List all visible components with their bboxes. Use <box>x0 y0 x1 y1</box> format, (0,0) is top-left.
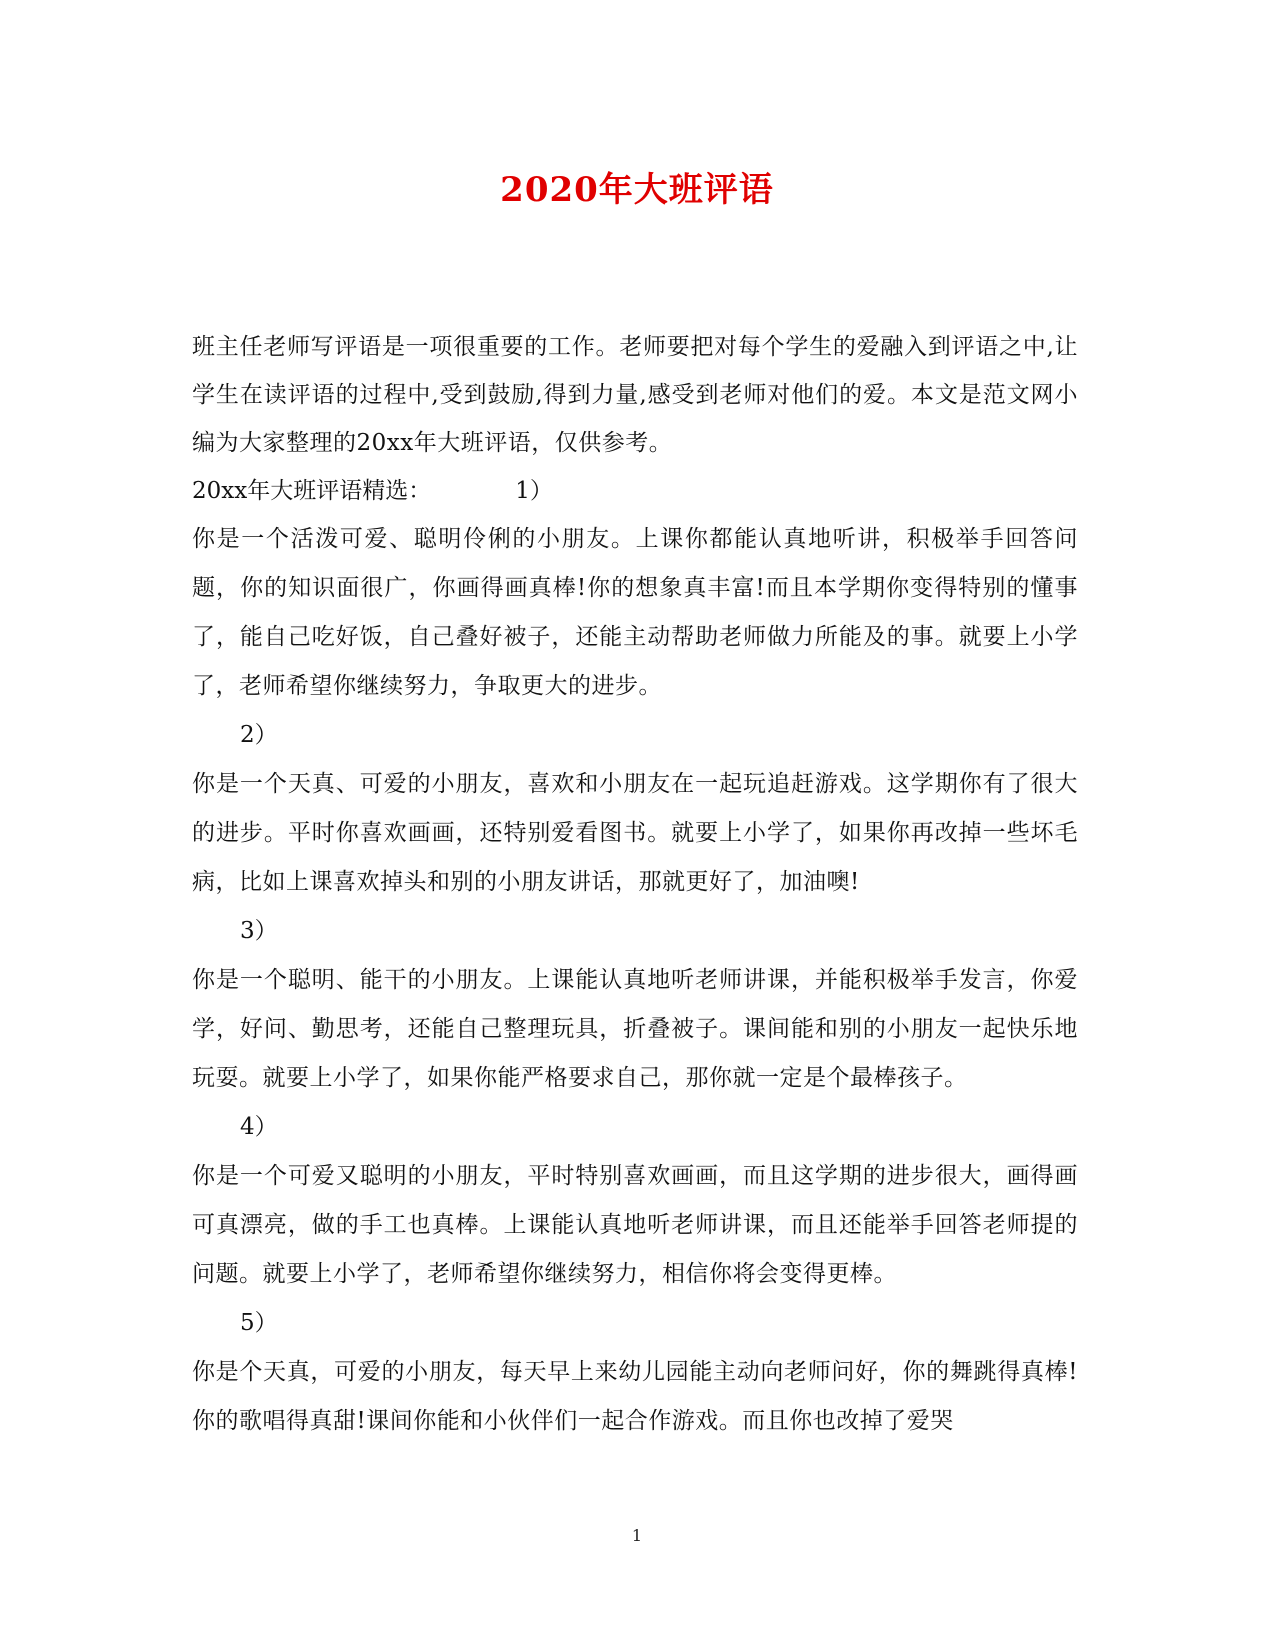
item-number-3: 3） <box>240 918 278 944</box>
document-title: 2020年大班评语 <box>500 170 774 210</box>
intro-paragraph: 班主任老师写评语是一项很重要的工作。老师要把对每个学生的爱融入到评语之中,让学生在读评语的过程中,受到鼓励,得到力量,感受到老师对他们的爱。本文是范文网小编为大家整理的20xx年大班评语，仅供参考。 <box>192 334 1078 456</box>
section-heading <box>192 467 1078 515</box>
item-text-3: 你是一个聪明、能干的小朋友。上课能认真地听老师讲课，并能积极举手发言，你爱学，好问、勤思考，还能自己整理玩具，折叠被子。课间能和别的小朋友一起快乐地玩耍。就要上小学了，如果你能严格要求自己，那你就一定是个最棒孩子。 <box>192 967 1078 1091</box>
document-body <box>192 323 1078 1446</box>
item-number-5: 5） <box>240 1310 278 1336</box>
item-text-5: 你是个天真，可爱的小朋友，每天早上来幼儿园能主动向老师问好，你的舞跳得真棒!你的歌唱得真甜!课间你能和小伙伴们一起合作游戏。而且你也改掉了爱哭 <box>192 1359 1078 1434</box>
item-number-2: 2） <box>240 722 278 748</box>
item-text-1: 你是一个活泼可爱、聪明伶俐的小朋友。上课你都能认真地听讲，积极举手回答问题，你的知识面很广，你画得画真棒!你的想象真丰富!而且本学期你变得特别的懂事了，能自己吃好饭，自己叠好被子，还能主动帮助老师做力所能及的事。就要上小学了，老师希望你继续努力，争取更大的进步。 <box>192 526 1078 699</box>
page-number: 1 <box>631 1526 643 1545</box>
item-text-2: 你是一个天真、可爱的小朋友，喜欢和小朋友在一起玩追赶游戏。这学期你有了很大的进步。平时你喜欢画画，还特别爱看图书。就要上小学了，如果你再改掉一些坏毛病，比如上课喜欢掉头和别的小朋友讲话，那就更好了，加油噢! <box>192 771 1078 895</box>
item-number-1: 1） <box>515 478 553 504</box>
section-heading-label: 20xx年大班评语精选： <box>192 478 432 504</box>
item-text-4: 你是一个可爱又聪明的小朋友，平时特别喜欢画画，而且这学期的进步很大，画得画可真漂亮，做的手工也真棒。上课能认真地听老师讲课，而且还能举手回答老师提的问题。就要上小学了，老师希望你继续努力，相信你将会变得更棒。 <box>192 1163 1078 1287</box>
item-number-4: 4） <box>240 1114 278 1140</box>
